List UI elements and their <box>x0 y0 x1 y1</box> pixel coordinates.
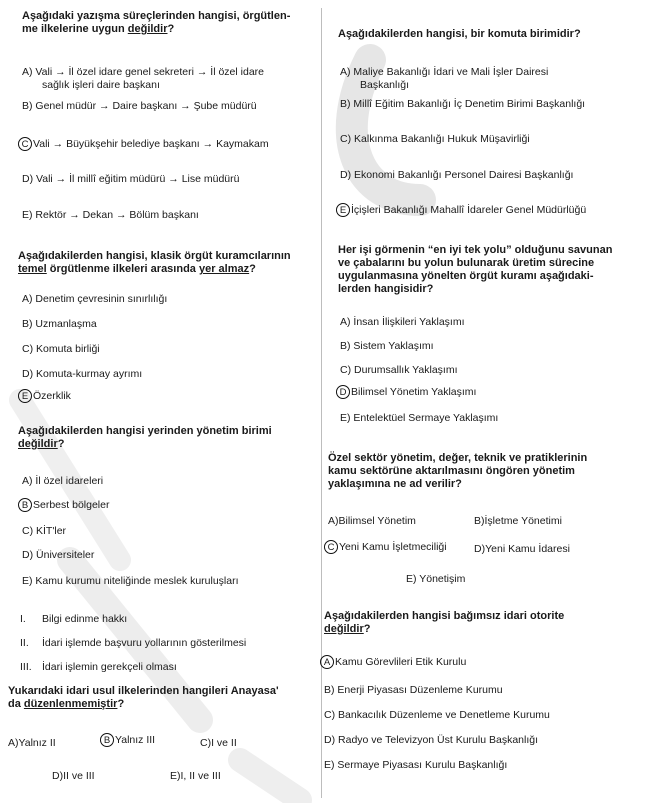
question-8-stem: Aşağıdakilerden hangisi bağımsız idari otorite değildir? <box>324 610 565 635</box>
q5-option-c[interactable]: C) Kalkınma Bakanlığı Hukuk Müşavirliği <box>340 133 530 145</box>
q6-option-a[interactable]: A) İnsan İlişkileri Yaklaşımı <box>340 316 465 328</box>
q1-option-a[interactable]: A) Vali → İl özel idare genel sekreteri → İl özel idare sağlık işleri daire başkanı <box>22 66 264 91</box>
q6-option-d[interactable]: D Bilimsel Yönetim Yaklaşımı <box>336 385 476 399</box>
selected-answer-circle: E <box>18 389 32 403</box>
q3-option-e[interactable]: E) Kamu kurumu niteliğinde meslek kuruluşları <box>22 575 239 587</box>
selected-answer-circle: B <box>100 733 114 747</box>
selected-answer-circle: B <box>18 498 32 512</box>
q7-option-a[interactable]: A)Bilimsel Yönetim <box>328 515 416 527</box>
q7-option-c[interactable]: C Yeni Kamu İşletmeciliği <box>324 540 447 554</box>
q5-option-a[interactable]: A) Maliye Bakanlığı İdari ve Mali İşler Dairesi Başkanlığı <box>340 66 549 91</box>
q6-option-e[interactable]: E) Entelektüel Sermaye Yaklaşımı <box>340 412 499 424</box>
column-divider <box>321 8 322 798</box>
q2-option-c[interactable]: C) Komuta birliği <box>22 343 100 355</box>
q6-option-b[interactable]: B) Sistem Yaklaşımı <box>340 340 434 352</box>
selected-answer-circle: A <box>320 655 334 669</box>
q2-option-e[interactable]: E Özerklik <box>18 389 71 403</box>
q5-option-e[interactable]: E İçişleri Bakanlığı Mahallî İdareler Genel Müdürlüğü <box>336 203 586 217</box>
q1-option-e[interactable]: E) Rektör → Dekan → Bölüm başkanı <box>22 209 199 221</box>
q1-option-d[interactable]: D) Vali → İl millî eğitim müdürü → Lise müdürü <box>22 173 240 185</box>
selected-answer-circle: E <box>336 203 350 217</box>
q8-option-d[interactable]: D) Radyo ve Televizyon Üst Kurulu Başkanlığı <box>324 734 539 746</box>
q7-option-e[interactable]: E) Yönetişim <box>406 573 466 585</box>
q4-option-e[interactable]: E)I, II ve III <box>170 770 221 782</box>
question-2-stem: Aşağıdakilerden hangisi, klasik örgüt kuramcılarının temel örgütlenme ilkeleri arasında yer almaz? <box>18 250 291 275</box>
q6-option-c[interactable]: C) Durumsallık Yaklaşımı <box>340 364 458 376</box>
q3-option-c[interactable]: C) KİT'ler <box>22 525 67 537</box>
q4-item-3: III. İdari işlemin gerekçeli olması <box>20 661 177 673</box>
selected-answer-circle: D <box>336 385 350 399</box>
question-6-stem: Her işi görmenin “en iyi tek yolu” olduğunu savunan ve çabalarını bu yolun bulunarak üretim sürecine uygulanmasına yönelten örgüt kuramı aşağıdaki- lerden hangisidir? <box>338 244 613 295</box>
q5-option-b[interactable]: B) Millî Eğitim Bakanlığı İç Denetim Birimi Başkanlığı <box>340 98 586 110</box>
question-1-stem: Aşağıdaki yazışma süreçlerinden hangisi, örgütlen- me ilkelerine uygun değildir? <box>22 10 291 35</box>
q3-option-d[interactable]: D) Üniversiteler <box>22 549 95 561</box>
q4-item-1: I. Bilgi edinme hakkı <box>20 613 128 625</box>
q4-option-b[interactable]: B Yalnız III <box>100 733 155 747</box>
question-7-stem: Özel sektör yönetim, değer, teknik ve pratiklerinin kamu sektörüne aktarılmasını öngören yönetim yaklaşımına ne ad verilir? <box>328 452 588 490</box>
q1-option-b[interactable]: B) Genel müdür → Daire başkanı → Şube müdürü <box>22 100 257 112</box>
question-5-stem: Aşağıdakilerden hangisi, bir komuta birimidir? <box>338 28 581 40</box>
q8-option-c[interactable]: C) Bankacılık Düzenleme ve Denetleme Kurumu <box>324 709 550 721</box>
q8-option-a[interactable]: A Kamu Görevlileri Etik Kurulu <box>320 655 466 669</box>
q3-option-b[interactable]: B Serbest bölgeler <box>18 498 109 512</box>
question-3-stem: Aşağıdakilerden hangisi yerinden yönetim birimi değildir? <box>18 425 272 450</box>
selected-answer-circle: C <box>18 137 32 151</box>
q7-option-b[interactable]: B)İşletme Yönetimi <box>474 515 562 527</box>
q4-item-2: II. İdari işlemde başvuru yollarının gösterilmesi <box>20 637 247 649</box>
q4-option-c[interactable]: C)I ve II <box>200 737 237 749</box>
q4-option-a[interactable]: A)Yalnız II <box>8 737 56 749</box>
q3-option-a[interactable]: A) İl özel idareleri <box>22 475 104 487</box>
q1-option-c[interactable]: C Vali → Büyükşehir belediye başkanı → Kaymakam <box>18 137 269 151</box>
q2-option-a[interactable]: A) Denetim çevresinin sınırlılığı <box>22 293 168 305</box>
selected-answer-circle: C <box>324 540 338 554</box>
q8-option-e[interactable]: E) Sermaye Piyasası Kurulu Başkanlığı <box>324 759 508 771</box>
q5-option-d[interactable]: D) Ekonomi Bakanlığı Personel Dairesi Başkanlığı <box>340 169 574 181</box>
q7-option-d[interactable]: D)Yeni Kamu İdaresi <box>474 543 570 555</box>
question-4-stem: Yukarıdaki idari usul ilkelerinden hangileri Anayasa' da düzenlenmemiştir? <box>8 685 279 710</box>
q4-option-d[interactable]: D)II ve III <box>52 770 95 782</box>
q2-option-d[interactable]: D) Komuta-kurmay ayrımı <box>22 368 143 380</box>
q2-option-b[interactable]: B) Uzmanlaşma <box>22 318 97 330</box>
q8-option-b[interactable]: B) Enerji Piyasası Düzenleme Kurumu <box>324 684 503 696</box>
